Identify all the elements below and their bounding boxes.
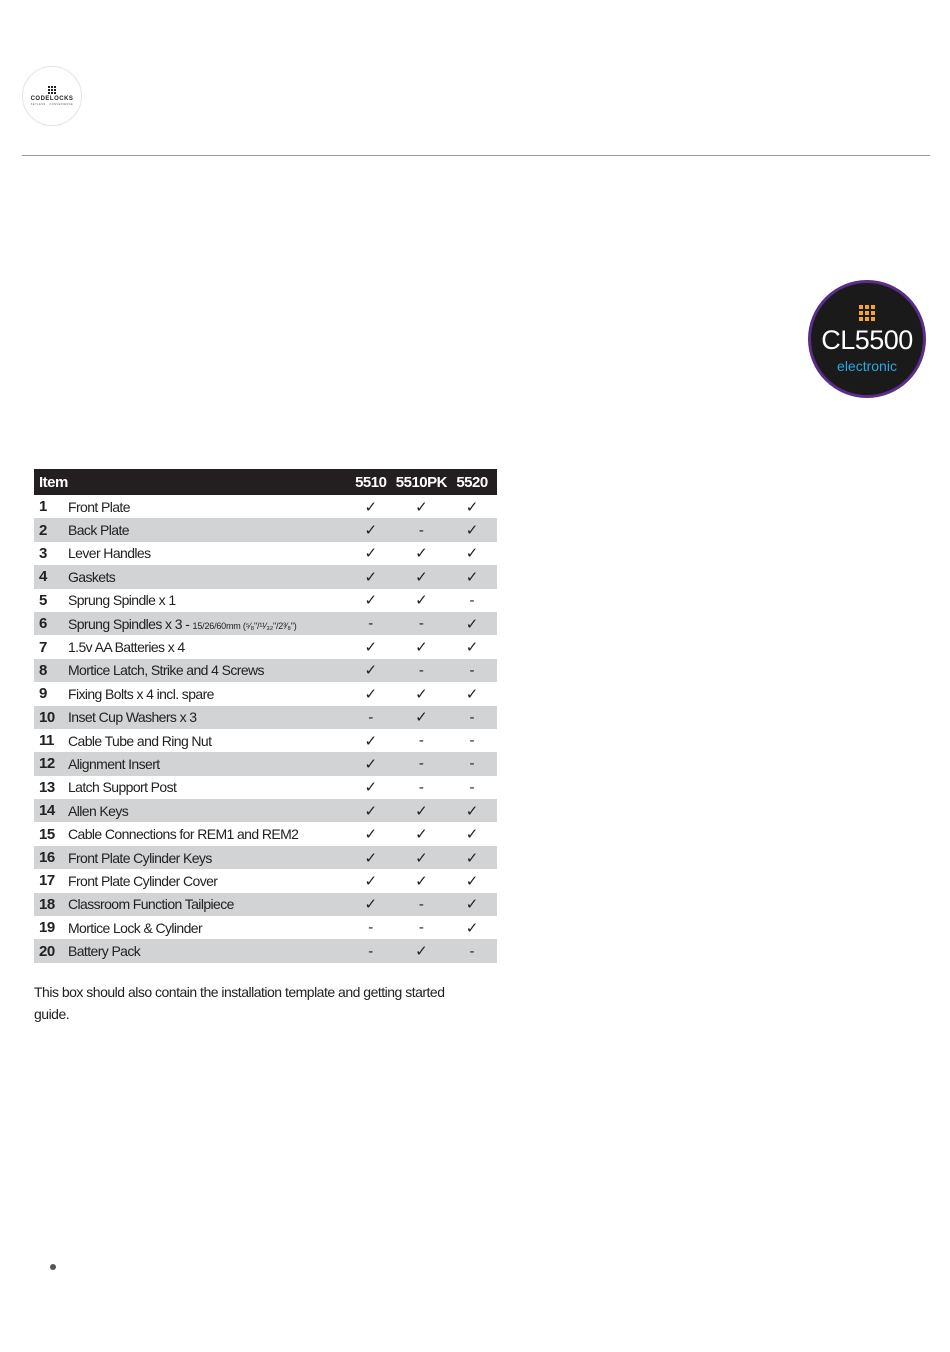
mark-5510: ✓ bbox=[364, 662, 378, 680]
item-name-cell bbox=[67, 916, 346, 939]
item-name: Back Plate bbox=[68, 522, 129, 539]
item-name: 1.5v AA Batteries x 4 bbox=[68, 639, 185, 656]
item-name-cell bbox=[67, 799, 346, 822]
item-name-cell bbox=[67, 682, 346, 705]
item-number: 11 bbox=[39, 732, 54, 750]
item-name: Latch Support Post bbox=[68, 779, 177, 796]
mark-5510pk: - bbox=[418, 755, 424, 773]
item-number: 12 bbox=[39, 755, 55, 773]
mark-5520: - bbox=[469, 942, 475, 960]
mark-5520: ✓ bbox=[465, 802, 479, 820]
footnote: This box should also contain the installation template and getting started guide. bbox=[34, 984, 445, 1022]
item-number: 13 bbox=[39, 778, 55, 796]
product-badge bbox=[808, 280, 926, 398]
table-row bbox=[34, 822, 497, 845]
item-number: 8 bbox=[39, 661, 47, 679]
keypad-dots-icon bbox=[859, 305, 875, 321]
table-row bbox=[34, 893, 497, 916]
item-name: Fixing Bolts x 4 incl. spare bbox=[68, 685, 214, 702]
header-5520: 5520 bbox=[447, 469, 497, 495]
item-number: 15 bbox=[39, 825, 55, 843]
contents-table bbox=[34, 469, 497, 963]
item-number: 6 bbox=[39, 615, 47, 633]
item-name: Front Plate Cylinder Cover bbox=[68, 872, 218, 889]
mark-5510: ✓ bbox=[364, 639, 378, 657]
item-name-cell bbox=[67, 893, 346, 916]
bullet-point bbox=[50, 1264, 56, 1270]
mark-5510: - bbox=[368, 615, 374, 633]
table-row bbox=[34, 939, 497, 962]
item-number: 16 bbox=[39, 849, 55, 867]
item-name: Battery Pack bbox=[68, 943, 141, 960]
item-name: Mortice Latch, Strike and 4 Screws bbox=[68, 662, 264, 679]
item-name-cell bbox=[67, 589, 346, 612]
table-row bbox=[34, 495, 497, 518]
mark-5510pk: ✓ bbox=[415, 592, 428, 610]
mark-5520: - bbox=[469, 732, 475, 750]
mark-5520: ✓ bbox=[465, 872, 479, 890]
table-row bbox=[34, 869, 497, 892]
mark-5510pk: ✓ bbox=[415, 826, 428, 844]
mark-5510: - bbox=[368, 708, 374, 726]
item-note: 15/26/60mm (⁵⁄₈"/¹¹⁄₃₂"/2³⁄₈") bbox=[192, 620, 297, 631]
item-name-cell bbox=[67, 729, 346, 752]
mark-5510pk: - bbox=[418, 661, 424, 679]
mark-5510pk: ✓ bbox=[415, 943, 428, 961]
item-name-cell bbox=[67, 542, 346, 565]
mark-5520: ✓ bbox=[465, 498, 479, 516]
table-row bbox=[34, 846, 497, 869]
item-number: 4 bbox=[39, 568, 47, 586]
mark-5510: ✓ bbox=[364, 522, 378, 540]
table-header-row bbox=[34, 469, 497, 495]
mark-5510: - bbox=[368, 942, 374, 960]
item-name: Lever Handles bbox=[68, 545, 151, 562]
mark-5510pk: ✓ bbox=[415, 545, 428, 563]
mark-5520: ✓ bbox=[465, 615, 479, 633]
mark-5520: ✓ bbox=[465, 685, 479, 703]
mark-5520: ✓ bbox=[465, 919, 479, 937]
mark-5520: - bbox=[469, 661, 475, 679]
mark-5520: ✓ bbox=[465, 896, 479, 914]
mark-5510pk: ✓ bbox=[415, 639, 428, 657]
mark-5510: ✓ bbox=[364, 545, 378, 563]
logo-subtext: KEYLESS · CONVENIENCE bbox=[30, 103, 74, 106]
mark-5520: - bbox=[469, 755, 475, 773]
table-row bbox=[34, 542, 497, 565]
mark-5510pk: ✓ bbox=[415, 802, 428, 820]
mark-5510: ✓ bbox=[364, 498, 378, 516]
item-name-cell bbox=[67, 612, 346, 635]
mark-5510: ✓ bbox=[364, 568, 378, 586]
item-name-cell bbox=[67, 495, 346, 518]
item-name: Front Plate Cylinder Keys bbox=[68, 849, 212, 866]
table-row bbox=[34, 706, 497, 729]
mark-5510pk: - bbox=[418, 919, 424, 937]
item-number: 2 bbox=[39, 521, 47, 539]
table-row bbox=[34, 916, 497, 939]
mark-5510: ✓ bbox=[364, 872, 378, 890]
mark-5510pk: ✓ bbox=[415, 685, 428, 703]
item-name: Sprung Spindle x 1 bbox=[68, 592, 176, 609]
mark-5510: ✓ bbox=[364, 826, 378, 844]
mark-5520: ✓ bbox=[465, 568, 479, 586]
item-name: Front Plate bbox=[68, 498, 130, 515]
mark-5510pk: - bbox=[418, 732, 424, 750]
table-row bbox=[34, 752, 497, 775]
mark-5520: ✓ bbox=[465, 826, 479, 844]
item-name: Classroom Function Tailpiece bbox=[68, 896, 234, 913]
header-item: Item bbox=[34, 469, 346, 495]
item-name-cell bbox=[67, 635, 346, 658]
mark-5520: ✓ bbox=[465, 639, 479, 657]
item-name-cell bbox=[67, 822, 346, 845]
item-number: 3 bbox=[39, 544, 47, 562]
mark-5510: ✓ bbox=[364, 779, 378, 797]
mark-5510pk: ✓ bbox=[415, 568, 428, 586]
mark-5520: ✓ bbox=[465, 849, 479, 867]
mark-5510: - bbox=[368, 919, 374, 937]
table-row bbox=[34, 776, 497, 799]
item-name: Sprung Spindles x 3 - bbox=[68, 615, 193, 632]
item-name-cell bbox=[67, 869, 346, 892]
item-name: Inset Cup Washers x 3 bbox=[68, 709, 197, 726]
mark-5510pk: ✓ bbox=[415, 872, 428, 890]
item-number: 17 bbox=[39, 872, 55, 890]
mark-5510: ✓ bbox=[364, 802, 378, 820]
item-number: 5 bbox=[39, 591, 47, 609]
header-5510pk: 5510PK bbox=[396, 469, 447, 495]
mark-5520: ✓ bbox=[465, 545, 479, 563]
mark-5510pk: ✓ bbox=[415, 498, 428, 516]
item-name: Allen Keys bbox=[68, 802, 129, 819]
mark-5510: ✓ bbox=[364, 685, 378, 703]
mark-5520: - bbox=[469, 708, 475, 726]
mark-5510pk: - bbox=[418, 615, 424, 633]
item-name-cell bbox=[67, 659, 346, 682]
codelocks-logo bbox=[22, 66, 82, 126]
mark-5520: - bbox=[469, 591, 475, 609]
item-name: Alignment Insert bbox=[68, 755, 160, 772]
item-name-cell bbox=[67, 846, 346, 869]
table-row bbox=[34, 799, 497, 822]
item-name: Mortice Lock & Cylinder bbox=[68, 919, 203, 936]
item-number: 9 bbox=[39, 685, 47, 703]
mark-5520: - bbox=[469, 778, 475, 796]
logo-text: CODELOCKS bbox=[30, 96, 74, 102]
table-row bbox=[34, 589, 497, 612]
table-row bbox=[34, 659, 497, 682]
mark-5510pk: - bbox=[418, 895, 424, 913]
mark-5510: ✓ bbox=[364, 849, 378, 867]
item-name: Cable Tube and Ring Nut bbox=[68, 732, 212, 749]
logo-dots-icon bbox=[48, 86, 56, 94]
mark-5510: ✓ bbox=[364, 592, 378, 610]
mark-5510: ✓ bbox=[364, 896, 378, 914]
item-name-cell bbox=[67, 752, 346, 775]
table-row bbox=[34, 682, 497, 705]
mark-5510pk: - bbox=[418, 778, 424, 796]
table-row bbox=[34, 518, 497, 541]
item-number: 10 bbox=[39, 708, 55, 726]
item-name-cell bbox=[67, 939, 346, 962]
item-name-cell bbox=[67, 776, 346, 799]
badge-type: electronic bbox=[837, 357, 897, 374]
table-body bbox=[34, 495, 497, 963]
item-name: Cable Connections for REM1 and REM2 bbox=[68, 826, 299, 843]
item-number: 1 bbox=[39, 498, 47, 516]
header-5510: 5510 bbox=[346, 469, 396, 495]
badge-model: CL5500 bbox=[821, 324, 913, 355]
item-number: 18 bbox=[39, 895, 55, 913]
item-number: 20 bbox=[39, 942, 55, 960]
table-row bbox=[34, 565, 497, 588]
mark-5510: ✓ bbox=[364, 755, 378, 773]
item-number: 14 bbox=[39, 802, 55, 820]
table-row bbox=[34, 635, 497, 658]
mark-5510pk: - bbox=[418, 521, 424, 539]
item-number: 7 bbox=[39, 638, 47, 656]
item-number: 19 bbox=[39, 919, 55, 937]
table-row bbox=[34, 612, 497, 635]
item-name-cell bbox=[67, 518, 346, 541]
mark-5510: ✓ bbox=[364, 732, 378, 750]
item-name-cell bbox=[67, 565, 346, 588]
item-name: Gaskets bbox=[68, 568, 116, 585]
header-divider bbox=[22, 155, 930, 156]
mark-5520: ✓ bbox=[465, 522, 479, 540]
mark-5510pk: ✓ bbox=[415, 709, 428, 727]
mark-5510pk: ✓ bbox=[415, 849, 428, 867]
table-row bbox=[34, 729, 497, 752]
item-name-cell bbox=[67, 706, 346, 729]
